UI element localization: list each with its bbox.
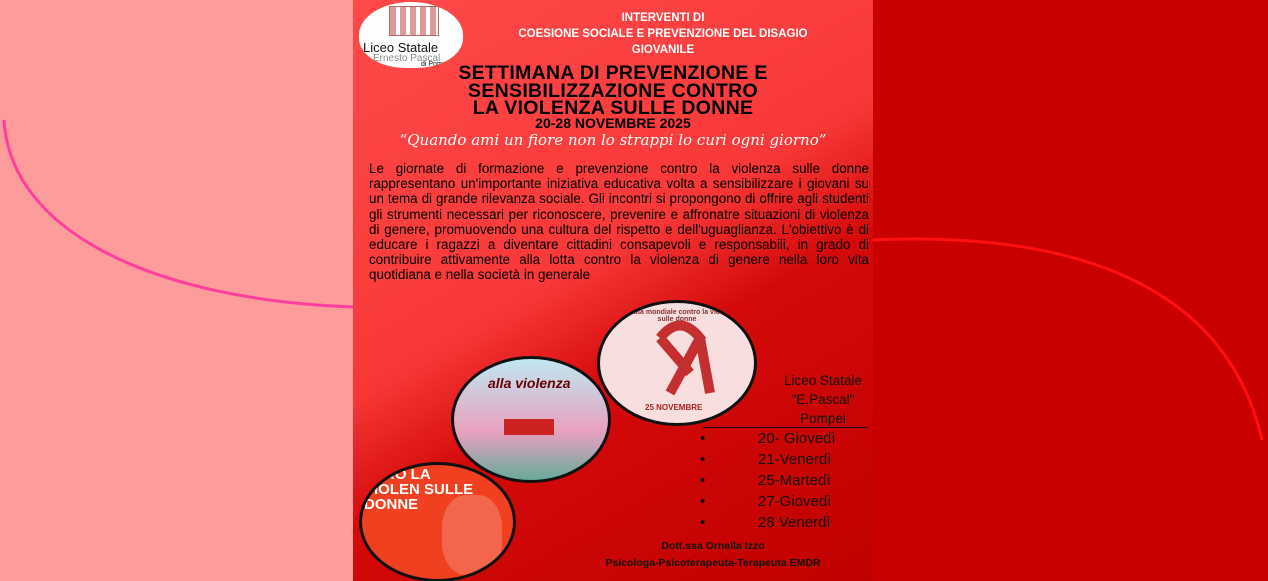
day-label: 21-Venerdì: [758, 451, 832, 468]
building-icon: [389, 6, 439, 36]
title-line: LA VIOLENZA SULLE DONNE: [472, 97, 754, 119]
title-line: SENSIBILIZZAZIONE CONTRO: [468, 80, 758, 102]
poster: [353, 0, 873, 581]
day-label: 20- Giovedì: [758, 430, 836, 447]
speaker: [553, 538, 873, 572]
description: Le giornate di formazione e prevenzione contro la violenza sulle donne rappresentano un'importante iniziativa educativa volta a sensibilizzare i giovani su un tema di grande rilevanza sociale. Gli incontri si propongono di offrire agli studenti gli strumenti necessari per riconoscere, prevenire e affronatre situazioni di violenza di genere, promuovendo una cultura del rispetto e dell'uguaglianza. L'obiettivo è di educare i ragazzi a diventare cittadini consapevoli e responsabili, in grado di contribuire attivamente alla lotta contro la violenza di genere nella loro vita quotidiana e nella società in generale: [369, 161, 869, 283]
school-name: [743, 371, 873, 428]
quote: “Quando ami un fiore non lo strappi lo curi ogni giorno”: [399, 131, 827, 149]
list-item: • 21-Venerdì: [698, 451, 868, 472]
day-label: 25-Martedì: [758, 472, 831, 489]
school-line: Pompei: [800, 411, 846, 426]
school-logo: [359, 2, 463, 68]
day-label: 28 Venerdì: [758, 514, 831, 531]
list-item: • 28 Venerdì: [698, 514, 868, 535]
header-line: COESIONE SOCIALE E PREVENZIONE DEL DISAGIO: [518, 28, 808, 40]
image-caption: NTRO LA VIOLEN SULLE DONNE: [364, 466, 474, 513]
title-line: SETTIMANA DI PREVENZIONE E: [458, 62, 768, 84]
header-line: INTERVENTI DI: [621, 12, 705, 24]
woman-bench-image: [451, 356, 611, 483]
campaign-image: [359, 462, 516, 581]
speaker-name: Dott.ssa Ornella Izzo: [661, 540, 765, 552]
school-line: Liceo Statale: [783, 373, 863, 388]
day-label: 27-Giovedì: [758, 493, 832, 510]
ribbon-caption: giornata mondiale contro la violenza sulle donne: [616, 309, 738, 323]
list-item: • 25-Martedì: [698, 472, 868, 493]
red-curve: [873, 239, 1262, 440]
event-dates: 20-28 NOVEMBRE 2025: [535, 115, 691, 131]
pink-curve: [4, 120, 355, 307]
image-caption: alla violenza: [488, 375, 571, 391]
days-list: [698, 430, 868, 535]
school-line: "E.Pascal": [791, 392, 855, 407]
ribbon-date: 25 NOVEMBRE: [645, 403, 703, 412]
logo-subtext: Ernesto Pascal: [373, 53, 441, 64]
divider: [703, 427, 868, 428]
ribbon-image: [597, 300, 757, 426]
list-item: • 20- Giovedì: [698, 430, 868, 451]
header-line: GIOVANILE: [631, 44, 695, 56]
list-item: • 27-Giovedì: [698, 493, 868, 514]
logo-text: Liceo Statale: [363, 40, 439, 55]
logo-city: di Pompei: [421, 61, 453, 68]
speaker-role: Psicologa-Psicoterapeuta-Terapeuta EMDR: [605, 557, 821, 569]
